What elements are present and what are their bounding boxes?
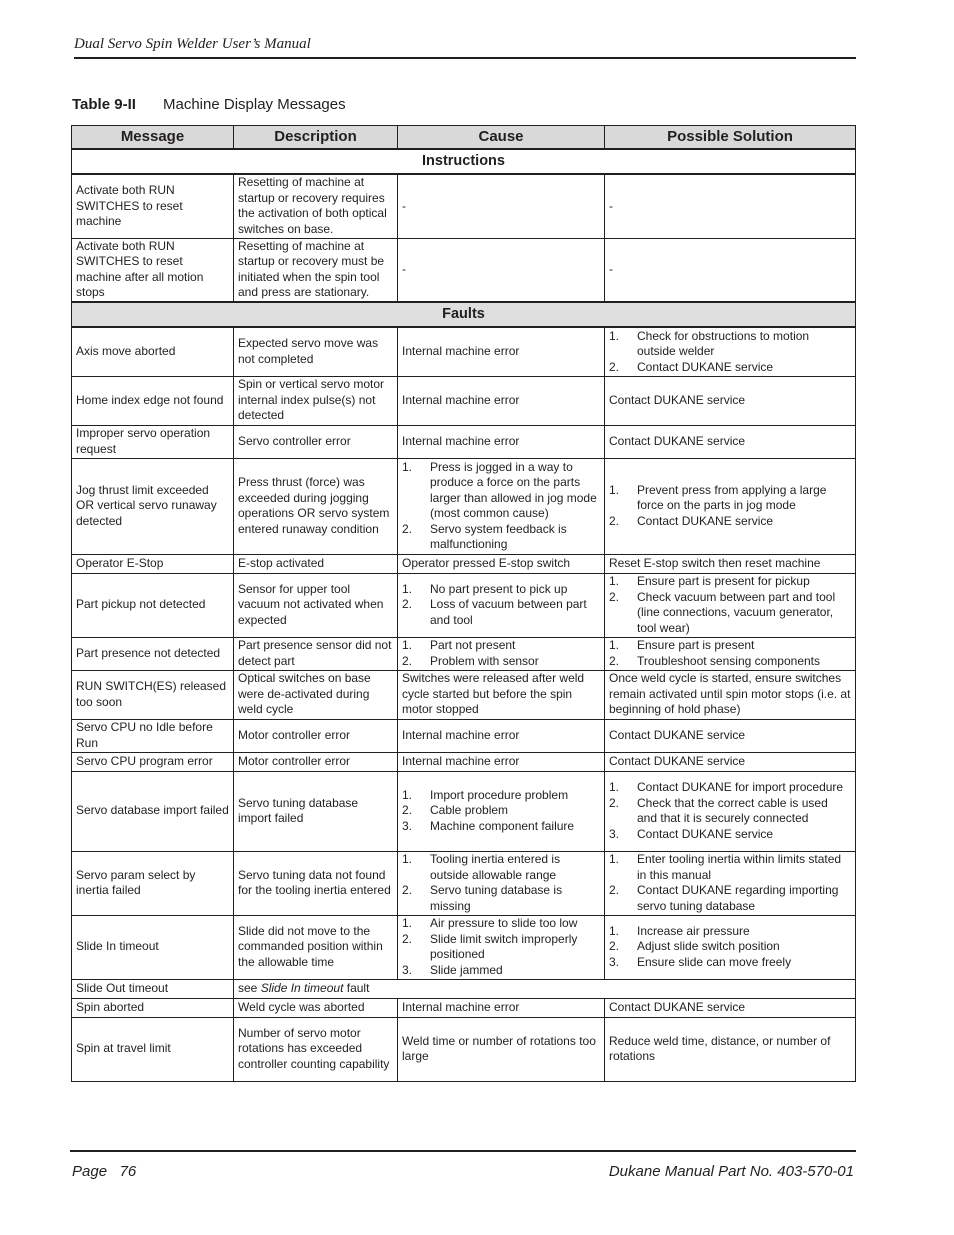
list-item-text: Check that the correct cable is used and that it is securely connected <box>637 795 828 825</box>
column-header-cause: Cause <box>398 126 605 150</box>
see-reference: Slide In timeout <box>260 980 344 995</box>
description-cell: Servo controller error <box>234 425 398 458</box>
solution-cell: Reset E-stop switch then reset machine <box>605 554 856 573</box>
header-rule <box>74 57 856 59</box>
list-item <box>402 597 600 628</box>
list-item <box>609 654 851 670</box>
list-item-number: 2. <box>609 795 620 810</box>
list-item-number: 1. <box>402 581 413 596</box>
list-item <box>609 360 851 376</box>
cause-cell: Internal machine error <box>398 752 605 771</box>
list-item-number: 2. <box>609 589 620 604</box>
list-item <box>402 819 600 835</box>
list-item-number: 2. <box>402 883 413 897</box>
list-item-text: Increase air pressure <box>637 923 750 938</box>
solution-cell: Contact DUKANE service <box>605 752 856 771</box>
list-item-number: 1. <box>402 852 413 866</box>
description-cell: Expected servo move was not completed <box>234 327 398 376</box>
table-row <box>72 670 856 719</box>
solution-cell-list <box>609 483 851 530</box>
description-cell: Optical switches on base were de-activated during weld cycle <box>234 670 398 719</box>
description-cell: Servo tuning data not found for the tooling inertia entered <box>234 851 398 915</box>
list-item-number: 1. <box>609 482 620 497</box>
list-item-text: Import procedure problem <box>430 787 569 802</box>
table-row <box>72 719 856 752</box>
list-item <box>402 522 600 553</box>
description-cell: Part presence sensor did not detect part <box>234 637 398 670</box>
cause-cell-list <box>402 638 600 669</box>
list-item-number: 1. <box>609 328 620 343</box>
list-item <box>402 582 600 598</box>
list-item-text: Contact DUKANE service <box>637 359 774 374</box>
see-reference-cell <box>234 979 856 998</box>
message-cell: Servo database import failed <box>72 771 234 851</box>
table-row <box>72 752 856 771</box>
list-item <box>402 638 600 654</box>
message-cell: Slide Out timeout <box>72 979 234 998</box>
cause-cell <box>398 851 605 915</box>
solution-cell: Contact DUKANE service <box>605 719 856 752</box>
list-item <box>402 803 600 819</box>
list-item-text: Air pressure to slide too low <box>430 916 578 930</box>
list-item-number: 2. <box>402 931 413 946</box>
list-item <box>609 827 851 843</box>
page-number <box>72 1163 136 1180</box>
footer-rule <box>70 1150 856 1152</box>
table-title: Machine Display Messages <box>163 96 346 113</box>
list-item <box>402 788 600 804</box>
list-item-text: Loss of vacuum between part and tool <box>430 597 587 627</box>
solution-cell-list <box>609 924 851 971</box>
table-row <box>72 979 856 998</box>
cause-cell: Internal machine error <box>398 719 605 752</box>
list-item-number: 3. <box>609 954 620 969</box>
list-item <box>609 514 851 530</box>
description-cell: Slide did not move to the commanded position within the allowable time <box>234 915 398 979</box>
solution-cell-list <box>609 638 851 669</box>
list-item-text: Servo tuning database is missing <box>430 883 563 913</box>
description-cell: Motor controller error <box>234 752 398 771</box>
list-item-number: 1. <box>609 780 620 794</box>
list-item-text: Ensure slide can move freely <box>637 954 792 969</box>
solution-cell <box>605 458 856 554</box>
solution-cell: Contact DUKANE service <box>605 425 856 458</box>
cause-cell-list <box>402 916 600 978</box>
table-header-row <box>72 126 856 150</box>
description-cell: Spin or vertical servo motor internal index pulse(s) not detected <box>234 376 398 425</box>
list-item <box>609 638 851 654</box>
message-cell: Operator E-Stop <box>72 554 234 573</box>
message-cell: Spin aborted <box>72 998 234 1017</box>
cause-cell: Internal machine error <box>398 425 605 458</box>
message-cell: Servo CPU program error <box>72 752 234 771</box>
list-item <box>402 916 600 932</box>
list-item-number: 2. <box>609 359 620 374</box>
list-item-text: Cable problem <box>430 803 509 818</box>
list-item-number: 2. <box>609 883 620 897</box>
machine-display-messages-table <box>71 125 856 1082</box>
cause-cell-list <box>402 582 600 629</box>
table-row <box>72 573 856 637</box>
list-item-text: Prevent press from applying a large force on the parts in jog mode <box>637 482 827 513</box>
page-value: 76 <box>119 1163 137 1180</box>
list-item <box>402 883 600 914</box>
solution-cell <box>605 637 856 670</box>
description-cell: E-stop activated <box>234 554 398 573</box>
list-item-number: 3. <box>402 962 413 977</box>
table-row <box>72 174 856 238</box>
solution-cell: - <box>605 174 856 238</box>
list-item-number: 3. <box>609 826 620 841</box>
list-item <box>609 590 851 637</box>
list-item <box>609 939 851 955</box>
description-cell: Sensor for upper tool vacuum not activated when expected <box>234 573 398 637</box>
description-cell: Motor controller error <box>234 719 398 752</box>
table-row <box>72 554 856 573</box>
table-row <box>72 998 856 1017</box>
cause-cell: - <box>398 238 605 302</box>
list-item <box>402 932 600 963</box>
column-header-description: Description <box>234 126 398 150</box>
section-title: Instructions <box>72 149 856 174</box>
list-item-number: 1. <box>609 574 620 588</box>
table-row <box>72 238 856 302</box>
list-item-text: Troubleshoot sensing components <box>637 653 820 668</box>
cause-cell-list <box>402 852 600 914</box>
solution-cell-list <box>609 780 851 842</box>
list-item <box>609 796 851 827</box>
list-item-text: Slide jammed <box>430 962 503 977</box>
list-item <box>609 483 851 514</box>
message-cell: Servo CPU no Idle before Run <box>72 719 234 752</box>
list-item-number: 1. <box>609 638 620 652</box>
list-item-number: 2. <box>402 521 413 536</box>
list-item <box>609 329 851 360</box>
message-cell: Activate both RUN SWITCHES to reset machine <box>72 174 234 238</box>
list-item-number: 1. <box>402 916 413 930</box>
cause-cell: Internal machine error <box>398 376 605 425</box>
message-cell: Axis move aborted <box>72 327 234 376</box>
section-title: Faults <box>72 302 856 327</box>
list-item-text: Problem with sensor <box>430 653 539 668</box>
solution-cell <box>605 915 856 979</box>
list-item-text: Adjust slide switch position <box>637 939 780 954</box>
list-item-text: Tooling inertia entered is outside allowable range <box>430 852 561 882</box>
message-cell: Home index edge not found <box>72 376 234 425</box>
message-cell: Part pickup not detected <box>72 573 234 637</box>
cause-cell: - <box>398 174 605 238</box>
message-cell: Part presence not detected <box>72 637 234 670</box>
manual-part-number: Dukane Manual Part No. 403-570-01 <box>608 1163 854 1180</box>
list-item <box>402 460 600 522</box>
list-item <box>609 955 851 971</box>
list-item-text: Ensure part is present <box>637 638 755 652</box>
message-cell: Activate both RUN SWITCHES to reset machine after all motion stops <box>72 238 234 302</box>
list-item-text: Press is jogged in a way to produce a force on the parts larger than allowed in jog mode (most common cause) <box>430 459 597 520</box>
list-item <box>402 654 600 670</box>
column-header-message: Message <box>72 126 234 150</box>
running-head: Dual Servo Spin Welder User’s Manual <box>74 36 311 52</box>
list-item-number: 2. <box>609 939 620 954</box>
message-cell: Spin at travel limit <box>72 1017 234 1081</box>
table-row <box>72 458 856 554</box>
cause-cell <box>398 637 605 670</box>
list-item <box>609 883 851 914</box>
message-cell: RUN SWITCH(ES) released too soon <box>72 670 234 719</box>
cause-cell: Weld time or number of rotations too large <box>398 1017 605 1081</box>
description-cell: Resetting of machine at startup or recovery must be initiated when the spin tool and press are stationary. <box>234 238 398 302</box>
list-item-number: 1. <box>609 923 620 938</box>
solution-cell <box>605 851 856 915</box>
list-item-number: 1. <box>402 787 413 802</box>
solution-cell: - <box>605 238 856 302</box>
table-row <box>72 1017 856 1081</box>
list-item-number: 1. <box>609 852 620 866</box>
list-item-number: 1. <box>402 459 413 474</box>
table-row <box>72 637 856 670</box>
table-number: Table 9-II <box>72 96 136 113</box>
list-item-number: 2. <box>402 803 413 818</box>
solution-cell: Reduce weld time, distance, or number of rotations <box>605 1017 856 1081</box>
list-item-number: 2. <box>609 513 620 528</box>
solution-cell-list <box>609 852 851 914</box>
cause-cell <box>398 915 605 979</box>
table-row <box>72 851 856 915</box>
message-cell: Jog thrust limit exceeded OR vertical servo runaway detected <box>72 458 234 554</box>
list-item-number: 2. <box>609 653 620 668</box>
solution-cell-list <box>609 329 851 376</box>
message-cell: Servo param select by inertia failed <box>72 851 234 915</box>
table-row <box>72 376 856 425</box>
list-item <box>402 963 600 979</box>
page-label: Page <box>72 1163 108 1180</box>
list-item-text: Ensure part is present for pickup <box>637 574 810 588</box>
solution-cell <box>605 327 856 376</box>
message-cell: Slide In timeout <box>72 915 234 979</box>
cause-cell-list <box>402 460 600 553</box>
list-item-text: Part not present <box>430 638 516 652</box>
list-item-text: Check for obstructions to motion outside welder <box>637 328 810 358</box>
list-item-text: Enter tooling inertia within limits stated in this manual <box>637 852 842 882</box>
list-item-number: 1. <box>402 638 413 652</box>
cause-cell: Internal machine error <box>398 998 605 1017</box>
cause-cell-list <box>402 788 600 835</box>
cause-cell <box>398 771 605 851</box>
table-row <box>72 425 856 458</box>
solution-cell: Contact DUKANE service <box>605 998 856 1017</box>
list-item-number: 2. <box>402 597 413 612</box>
list-item <box>609 924 851 940</box>
description-cell: Press thrust (force) was exceeded during jogging operations OR servo system entered runaway condition <box>234 458 398 554</box>
solution-cell: Contact DUKANE service <box>605 376 856 425</box>
solution-cell: Once weld cycle is started, ensure switches remain activated until spin motor stops (i.e. at beginning of hold phase) <box>605 670 856 719</box>
list-item-text: Contact DUKANE service <box>637 826 774 841</box>
list-item <box>609 780 851 796</box>
message-cell: Improper servo operation request <box>72 425 234 458</box>
description-cell: Weld cycle was aborted <box>234 998 398 1017</box>
list-item-number: 2. <box>402 653 413 668</box>
list-item-text: Contact DUKANE service <box>637 513 774 528</box>
solution-cell <box>605 573 856 637</box>
list-item <box>609 852 851 883</box>
cause-cell: Switches were released after weld cycle started but before the spin motor stopped <box>398 670 605 719</box>
list-item-text: Servo system feedback is malfunctioning <box>430 521 567 551</box>
list-item-text: No part present to pick up <box>430 581 568 596</box>
description-cell: Number of servo motor rotations has exceeded controller counting capability <box>234 1017 398 1081</box>
list-item <box>402 852 600 883</box>
cause-cell <box>398 458 605 554</box>
solution-cell-list <box>609 574 851 636</box>
cause-cell <box>398 573 605 637</box>
table-row <box>72 915 856 979</box>
list-item-text: Contact DUKANE for import procedure <box>637 780 844 794</box>
solution-cell <box>605 771 856 851</box>
column-header-solution: Possible Solution <box>605 126 856 150</box>
list-item <box>609 574 851 590</box>
table-row <box>72 771 856 851</box>
list-item-text: Slide limit switch improperly positioned <box>430 931 578 961</box>
table-row <box>72 327 856 376</box>
cause-cell: Operator pressed E-stop switch <box>398 554 605 573</box>
description-cell: Servo tuning database import failed <box>234 771 398 851</box>
list-item-text: Check vacuum between part and tool (line connections, vacuum generator, tool wear) <box>637 589 836 635</box>
cause-cell: Internal machine error <box>398 327 605 376</box>
description-cell: Resetting of machine at startup or recovery requires the activation of both optical switches on base. <box>234 174 398 238</box>
see-suffix: fault <box>343 980 370 995</box>
see-prefix: see <box>238 980 261 995</box>
table-caption <box>72 96 346 113</box>
section-row <box>72 149 856 174</box>
list-item-text: Contact DUKANE regarding importing servo tuning database <box>637 883 839 913</box>
table-body <box>72 149 856 1081</box>
section-row <box>72 302 856 327</box>
list-item-number: 3. <box>402 818 413 833</box>
list-item-text: Machine component failure <box>430 818 575 833</box>
